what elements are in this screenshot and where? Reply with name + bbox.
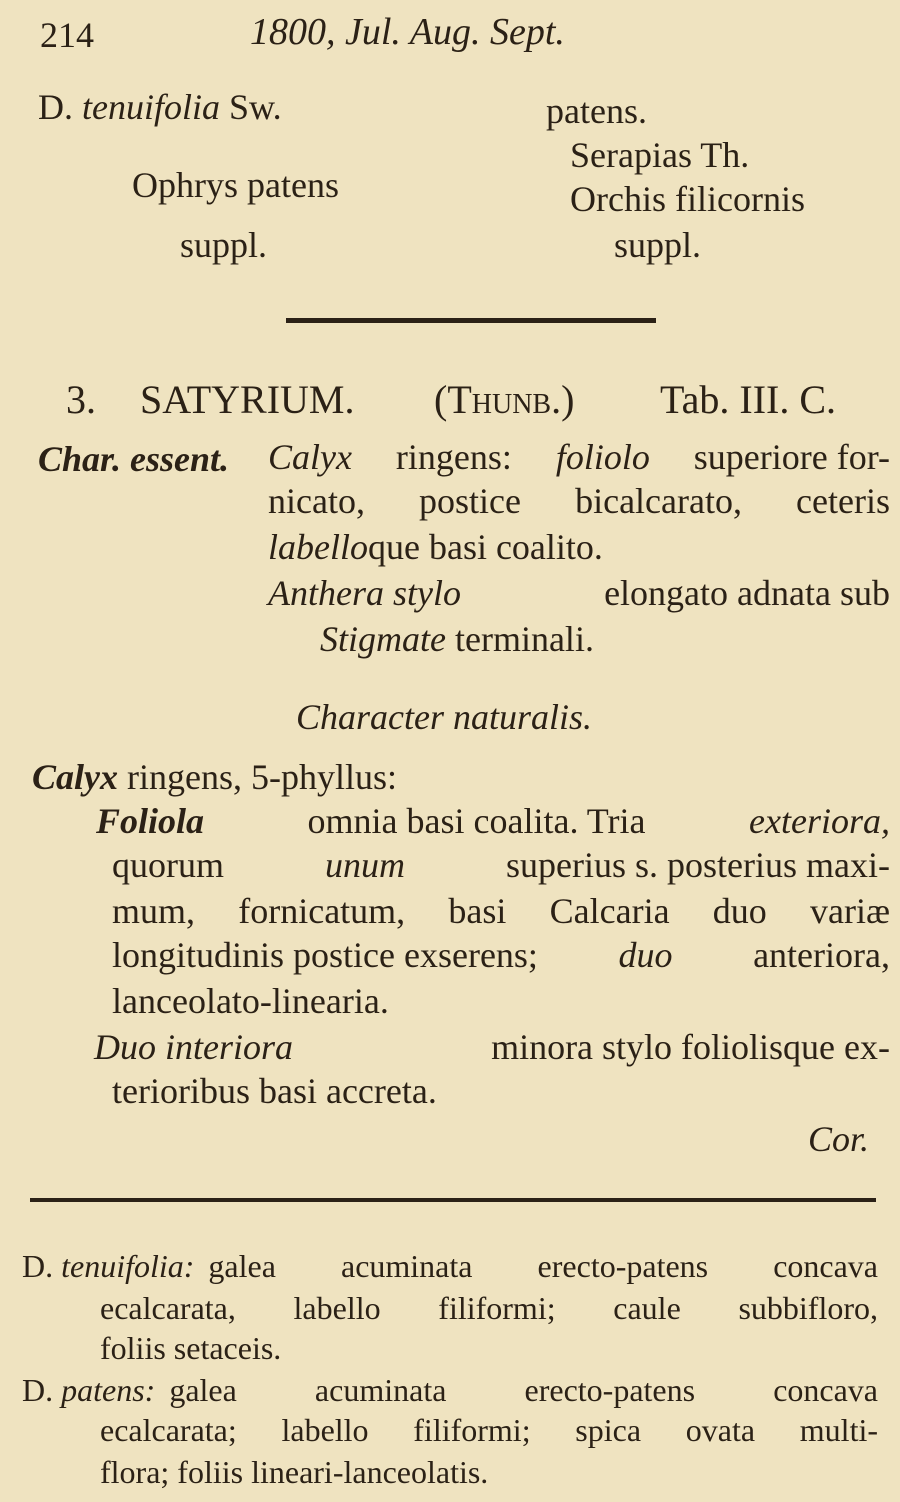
- genus-author: (Thunb.): [434, 377, 575, 422]
- char-essent-line2: nicato, postice bicalcarato, ceteris: [268, 481, 890, 521]
- footnote-2-line3: flora; foliis lineari-lanceolatis.: [100, 1454, 489, 1490]
- interiora-line2: terioribus basi accreta.: [112, 1071, 437, 1111]
- synonym-left-species: [38, 86, 282, 128]
- section-rule: [286, 318, 656, 323]
- genus-name: SATYRIUM.: [140, 377, 355, 422]
- foliola-line4: longitudinis postice exserens; duo anteriora,: [112, 935, 890, 975]
- synonym-left-line2: suppl.: [180, 225, 268, 265]
- foliola-line1: Foliola omnia basi coalita. Tria exteriora,: [96, 801, 890, 841]
- genus-number: 3.: [66, 377, 96, 422]
- synonym-right-line2: Serapias Th.: [570, 135, 750, 175]
- char-essent-line3: labelloque basi coalito.: [268, 527, 603, 567]
- footnote-2-line2: ecalcarata; labello filiformi; spica ovata multi-: [100, 1412, 878, 1448]
- foliola-line2: quorum unum superius s. posterius maxi-: [112, 845, 890, 885]
- footnote-1-line3: foliis setaceis.: [100, 1330, 282, 1366]
- genus-author-name: Thunb.: [447, 377, 562, 422]
- synonym-right-line1: patens.: [546, 91, 647, 131]
- calyx-line: Calyx ringens, 5-phyllus:: [32, 757, 397, 797]
- genus-plate: Tab. III. C.: [660, 377, 837, 422]
- genus-abbrev: D.: [38, 87, 73, 127]
- char-essent-line4: Anthera stylo elongato adnata sub: [268, 573, 890, 613]
- interiora-line1: Duo interiora minora stylo foliolisque ex-: [94, 1027, 890, 1067]
- catchword: Cor.: [808, 1119, 870, 1159]
- char-essent-line5: Stigmate terminali.: [320, 619, 594, 659]
- char-naturalis-heading: Character naturalis.: [296, 697, 593, 737]
- foliola-line3: mum, fornicatum, basi Calcaria duo variæ: [112, 891, 890, 931]
- species-epithet: tenuifolia: [82, 87, 220, 127]
- synonym-left-line1: Ophrys patens: [132, 165, 339, 205]
- running-title: 1800, Jul. Aug. Sept.: [250, 11, 565, 53]
- footnote-2-line1: D. patens: galea acuminata erecto-patens concava: [22, 1372, 878, 1408]
- synonym-right-line4: suppl.: [614, 225, 702, 265]
- footnote-1-line1: D. tenuifolia: galea acuminata erecto-patens concava: [22, 1248, 878, 1284]
- page-number: 214: [40, 15, 94, 55]
- species-author: Sw.: [229, 87, 282, 127]
- char-essent-line1: Calyx ringens: foliolo superiore for-: [268, 437, 890, 477]
- synonym-right-line3: Orchis filicornis: [570, 179, 805, 219]
- foliola-line5: lanceolato-linearia.: [112, 981, 389, 1021]
- footnote-1-line2: ecalcarata, labello filiformi; caule subbifloro,: [100, 1290, 878, 1326]
- footnote-rule: [30, 1198, 876, 1202]
- char-essent-label: Char. essent.: [38, 439, 230, 479]
